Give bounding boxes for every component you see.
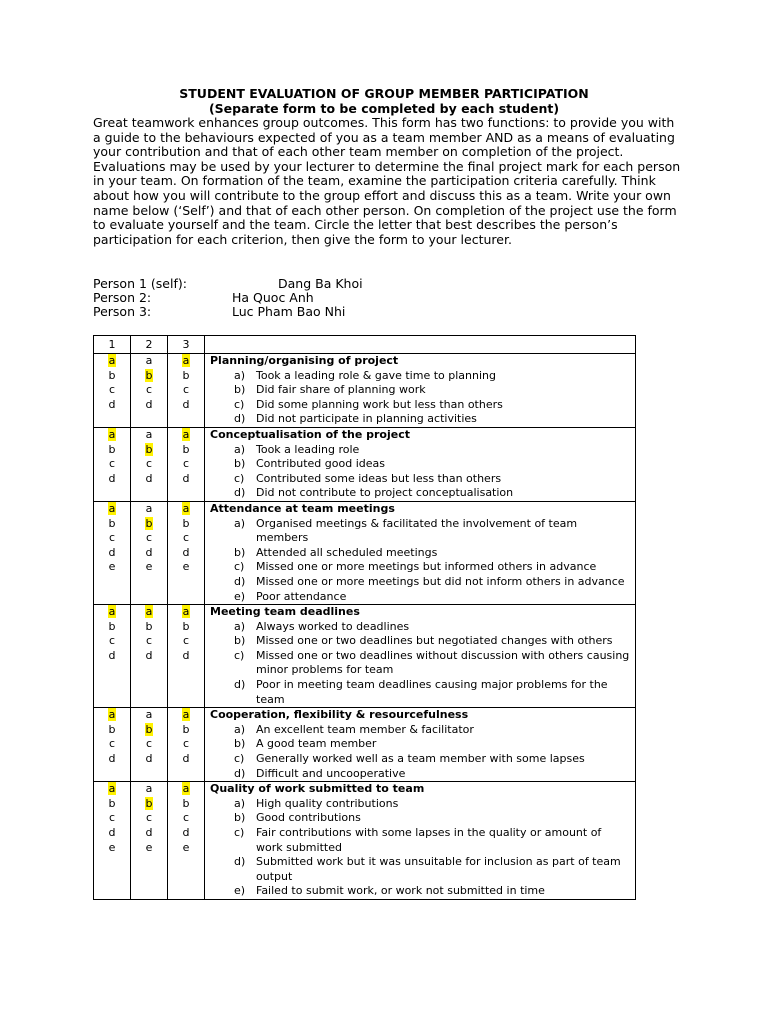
rating-column-person-1 [94, 782, 131, 900]
option-text: Contributed good ideas [256, 457, 385, 471]
person-1-row [93, 277, 363, 291]
option-marker: d) [234, 486, 246, 500]
criterion-options [210, 369, 635, 427]
option-text: Attended all scheduled meetings [256, 545, 438, 559]
rating-letter[interactable]: b [108, 442, 116, 456]
rating-letter[interactable]: c [145, 634, 153, 648]
rating-column-person-1 [94, 501, 131, 604]
criterion-option [210, 560, 635, 575]
form-title: STUDENT EVALUATION OF GROUP MEMBER PARTICIPATION [179, 86, 589, 101]
rating-letter[interactable]: b [108, 796, 116, 810]
rating-column-person-2 [131, 782, 168, 900]
header-criteria [205, 336, 636, 354]
rating-letter[interactable]: c [108, 531, 116, 545]
criterion-option [210, 398, 635, 413]
option-marker: d) [234, 855, 246, 869]
criterion-options [210, 620, 635, 708]
rating-letter[interactable]: b [108, 722, 116, 736]
header-person-2: 2 [131, 336, 168, 354]
rating-column-person-1 [94, 427, 131, 501]
rating-letter[interactable]: d [182, 397, 190, 411]
rating-letter[interactable]: c [145, 811, 153, 825]
criterion-option [210, 443, 635, 458]
option-text: Generally worked well as a team member with some lapses [256, 752, 585, 766]
option-marker: a) [234, 619, 246, 633]
rating-letter[interactable]: a [145, 427, 153, 441]
rating-letter[interactable]: d [145, 752, 153, 766]
rating-letter[interactable]: c [182, 383, 190, 397]
rating-letter[interactable]: d [182, 545, 190, 559]
criterion-row [94, 708, 636, 782]
criterion-cell [205, 501, 636, 604]
option-marker: a) [234, 368, 246, 382]
option-marker: c) [234, 471, 245, 485]
option-marker: c) [234, 397, 245, 411]
rating-letter[interactable]: a [108, 427, 116, 441]
option-text: Good contributions [256, 811, 361, 825]
option-text: Organised meetings & facilitated the involvement of team members [256, 516, 578, 545]
rating-letter[interactable]: a [145, 782, 153, 796]
criterion-option [210, 811, 635, 826]
rating-letter[interactable]: a [145, 354, 153, 367]
criteria-body [94, 354, 636, 900]
rating-letter[interactable]: e [145, 840, 153, 854]
criterion-option [210, 590, 635, 605]
criterion-option [210, 369, 635, 384]
person-1-label: Person 1 (self): [93, 276, 187, 291]
person-2-label: Person 2: [93, 290, 152, 305]
rating-column-person-3 [168, 501, 205, 604]
option-text: Missed one or more meetings but did not inform others in advance [256, 574, 625, 588]
rating-letter[interactable]: a [108, 501, 116, 515]
rating-letter[interactable]: d [145, 397, 153, 411]
criterion-row [94, 427, 636, 501]
rating-letter[interactable]: c [108, 634, 116, 648]
option-marker: b) [234, 457, 246, 471]
rating-letter[interactable]: c [145, 737, 153, 751]
option-text: Submitted work but it was unsuitable for inclusion as part of team output [256, 855, 621, 883]
criterion-option [210, 546, 635, 561]
rating-letter[interactable]: d [108, 545, 116, 559]
rating-letter[interactable]: c [182, 531, 190, 545]
rating-column-person-2 [131, 605, 168, 708]
rating-letter[interactable]: b [108, 516, 116, 530]
option-text: Missed one or two deadlines but negotiated changes with others [256, 634, 613, 648]
rating-letter[interactable]: c [108, 737, 116, 751]
option-marker: a) [234, 442, 246, 456]
rating-letter[interactable]: d [145, 826, 153, 839]
option-text: Always worked to deadlines [256, 619, 410, 633]
criterion-option [210, 486, 635, 501]
criterion-row [94, 605, 636, 708]
option-text: Poor in meeting team deadlines causing major problems for the team [256, 678, 608, 706]
rating-letter[interactable]: e [108, 840, 116, 854]
form-subtitle: (Separate form to be completed by each student) [208, 101, 560, 116]
criterion-option [210, 678, 635, 707]
rating-letter[interactable]: b [145, 619, 153, 633]
rating-letter[interactable]: a [145, 708, 153, 722]
rating-letter[interactable]: d [108, 752, 116, 766]
criterion-cell [205, 354, 636, 428]
rating-letter[interactable]: c [108, 383, 116, 397]
criterion-option [210, 575, 635, 590]
option-marker: e) [234, 589, 246, 603]
option-text: Did not participate in planning activities [256, 412, 477, 426]
header-person-3: 3 [168, 336, 205, 354]
evaluation-table [93, 335, 636, 900]
rating-letter[interactable]: a [182, 354, 190, 367]
criterion-option [210, 752, 635, 767]
rating-letter[interactable]: c [145, 531, 153, 545]
rating-letter[interactable]: b [145, 368, 153, 382]
rating-letter[interactable]: c [182, 634, 190, 648]
option-marker: a) [234, 516, 246, 530]
rating-column-person-3 [168, 605, 205, 708]
option-text: Missed one or more meetings but informed others in advance [256, 560, 597, 574]
criterion-title: Cooperation, flexibility & resourcefulness [210, 708, 469, 722]
rating-letter[interactable]: e [108, 560, 116, 574]
criterion-cell [205, 427, 636, 501]
rating-letter[interactable]: b [145, 796, 153, 810]
rating-letter[interactable]: b [182, 368, 190, 382]
criterion-title: Quality of work submitted to team [210, 782, 425, 796]
rating-letter[interactable]: b [145, 722, 153, 736]
rating-letter[interactable]: b [182, 516, 190, 530]
rating-column-person-2 [131, 354, 168, 428]
criterion-row [94, 501, 636, 604]
rating-letter[interactable]: d [108, 397, 116, 411]
rating-letter[interactable]: c [108, 457, 116, 471]
option-marker: d) [234, 678, 246, 692]
criterion-cell [205, 708, 636, 782]
option-marker: b) [234, 383, 246, 397]
option-text: Poor attendance [256, 589, 347, 603]
criterion-option [210, 767, 635, 782]
option-text: Contributed some ideas but less than others [256, 471, 502, 485]
criterion-option [210, 634, 635, 649]
option-marker: c) [234, 752, 245, 766]
rating-letter[interactable]: d [145, 648, 153, 662]
rating-letter[interactable]: c [145, 457, 153, 471]
criterion-option [210, 649, 635, 678]
rating-letter[interactable]: a [108, 354, 116, 367]
rating-letter[interactable]: b [182, 796, 190, 810]
rating-column-person-1 [94, 708, 131, 782]
person-3-row [93, 305, 345, 319]
rating-letter[interactable]: d [108, 826, 116, 839]
option-marker: b) [234, 811, 246, 825]
criterion-title: Meeting team deadlines [210, 605, 360, 619]
criterion-options [210, 723, 635, 781]
criterion-option [210, 826, 635, 855]
option-marker: e) [234, 884, 246, 898]
person-3-label: Person 3: [93, 304, 152, 319]
intro-paragraph [93, 116, 683, 247]
person-2-row [93, 291, 314, 305]
criterion-option [210, 472, 635, 487]
option-marker: b) [234, 545, 246, 559]
rating-letter[interactable]: e [182, 840, 190, 854]
rating-letter[interactable]: a [108, 782, 116, 796]
option-text: Did not contribute to project conceptualisation [256, 486, 514, 500]
criterion-option [210, 412, 635, 427]
rating-column-person-1 [94, 605, 131, 708]
option-marker: d) [234, 412, 246, 426]
criterion-option [210, 620, 635, 635]
rating-letter[interactable]: b [145, 442, 153, 456]
option-text: Missed one or two deadlines without discussion with others causing minor problems for team [256, 648, 630, 677]
criterion-option [210, 517, 635, 546]
rating-letter[interactable]: b [108, 368, 116, 382]
rating-letter[interactable]: d [182, 648, 190, 662]
option-text: Failed to submit work, or work not submitted in time [256, 884, 545, 898]
option-text: Fair contributions with some lapses in the quality or amount of work submitted [256, 826, 602, 854]
option-marker: c) [234, 648, 245, 662]
header-person-1: 1 [94, 336, 131, 354]
criterion-options [210, 517, 635, 605]
option-marker: b) [234, 737, 246, 751]
rating-letter[interactable]: a [182, 427, 190, 441]
criterion-option [210, 383, 635, 398]
rating-letter[interactable]: c [108, 811, 116, 825]
rating-letter[interactable]: c [182, 811, 190, 825]
option-text: An excellent team member & facilitator [256, 722, 474, 736]
rating-letter[interactable]: e [145, 560, 153, 574]
criterion-title: Planning/organising of project [210, 354, 399, 367]
rating-letter[interactable]: a [182, 501, 190, 515]
option-text: Took a leading role & gave time to planning [256, 368, 496, 382]
rating-letter[interactable]: a [182, 782, 190, 796]
criterion-option [210, 884, 635, 899]
rating-column-person-3 [168, 354, 205, 428]
criterion-options [210, 797, 635, 899]
option-text: Did fair share of planning work [256, 383, 426, 397]
option-marker: a) [234, 722, 246, 736]
option-text: A good team member [256, 737, 377, 751]
option-text: Difficult and uncooperative [256, 766, 406, 780]
rating-letter[interactable]: b [182, 619, 190, 633]
rating-letter[interactable]: a [108, 605, 116, 619]
rating-letter[interactable]: d [182, 826, 190, 839]
rating-letter[interactable]: a [182, 605, 190, 619]
person-1-name: Dang Ba Khoi [278, 276, 363, 291]
rating-column-person-2 [131, 501, 168, 604]
option-marker: a) [234, 796, 246, 810]
rating-column-person-2 [131, 427, 168, 501]
rating-letter[interactable]: a [108, 708, 116, 722]
option-text: Took a leading role [256, 442, 360, 456]
option-marker: d) [234, 766, 246, 780]
criterion-option [210, 457, 635, 472]
criterion-option [210, 723, 635, 738]
option-marker: c) [234, 560, 245, 574]
option-marker: d) [234, 574, 246, 588]
criterion-option [210, 797, 635, 812]
criterion-option [210, 737, 635, 752]
criterion-row [94, 354, 636, 428]
rating-column-person-3 [168, 782, 205, 900]
option-text: Did some planning work but less than others [256, 397, 503, 411]
rating-letter[interactable]: c [182, 737, 190, 751]
criterion-option [210, 855, 635, 884]
option-marker: c) [234, 826, 245, 839]
rating-letter[interactable]: a [145, 501, 153, 515]
rating-column-person-3 [168, 427, 205, 501]
table-header-row [94, 336, 636, 354]
rating-letter[interactable]: c [182, 457, 190, 471]
rating-column-person-2 [131, 708, 168, 782]
intro-text: Great teamwork enhances group outcomes. This form has two functions: to provide you with a guide to the behaviours expected of you as a team member AND as a means of evaluating your contribution and that of each other team member on completion of the project. Evaluations may be used by your lecturer to determine the final project mark for each person in your team. On formation of the team, examine the participation criteria carefully. Think about how you will contribute to the group effort and discuss this as a team. Write your own name below (‘Self’) and that of each other person. On completion of the project use the form to evaluate yourself and the team. Circle the letter that best describes the person’s participation for each criterion, then give the form to your lecturer. [93, 115, 681, 247]
rating-letter[interactable]: d [145, 545, 153, 559]
rating-letter[interactable]: b [108, 619, 116, 633]
rating-column-person-1 [94, 354, 131, 428]
rating-letter[interactable]: c [145, 383, 153, 397]
option-text: High quality contributions [256, 796, 399, 810]
rating-letter[interactable]: a [182, 708, 190, 722]
rating-letter[interactable]: a [145, 605, 153, 619]
person-3-name: Luc Pham Bao Nhi [232, 304, 346, 319]
criterion-row [94, 782, 636, 900]
rating-letter[interactable]: b [182, 722, 190, 736]
rating-letter[interactable]: d [145, 471, 153, 485]
criterion-title: Attendance at team meetings [210, 501, 395, 515]
rating-letter[interactable]: d [182, 752, 190, 766]
rating-column-person-3 [168, 708, 205, 782]
rating-letter[interactable]: d [182, 471, 190, 485]
rating-letter[interactable]: b [182, 442, 190, 456]
criterion-options [210, 443, 635, 501]
person-2-name: Ha Quoc Anh [232, 290, 314, 305]
criterion-cell [205, 605, 636, 708]
rating-letter[interactable]: d [108, 471, 116, 485]
rating-letter[interactable]: b [145, 516, 153, 530]
criterion-title: Conceptualisation of the project [210, 427, 411, 441]
option-marker: b) [234, 634, 246, 648]
rating-letter[interactable]: d [108, 648, 116, 662]
criterion-cell [205, 782, 636, 900]
rating-letter[interactable]: e [182, 560, 190, 574]
